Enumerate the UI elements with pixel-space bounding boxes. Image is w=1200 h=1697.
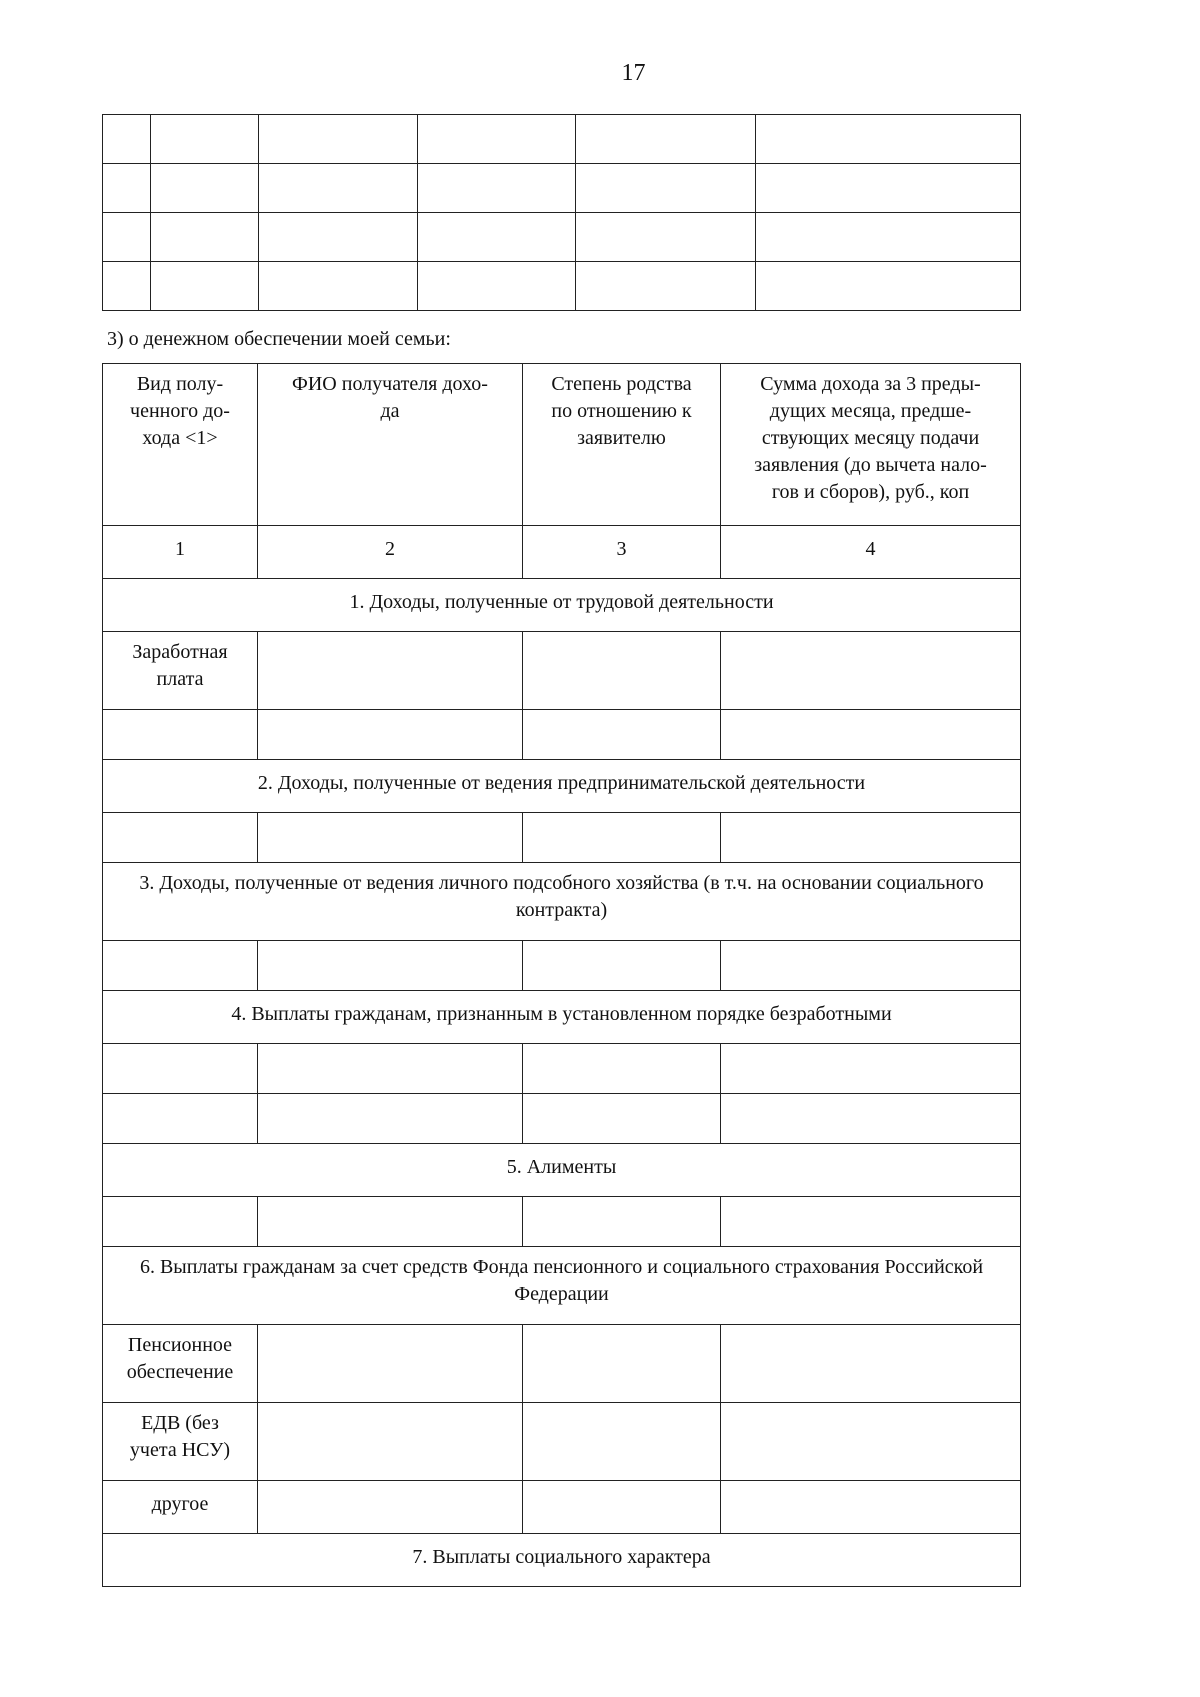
table-cell[interactable]: [151, 115, 259, 164]
table-cell[interactable]: [721, 1481, 1021, 1534]
table-row: [103, 262, 1021, 311]
table-cell[interactable]: [258, 1197, 523, 1247]
table-row: [103, 710, 1021, 760]
table-cell[interactable]: [523, 710, 721, 760]
table-row: [103, 1197, 1021, 1247]
table-cell[interactable]: [721, 941, 1021, 991]
table-cell[interactable]: [756, 164, 1021, 213]
table-cell[interactable]: [151, 164, 259, 213]
table-cell[interactable]: [103, 262, 151, 311]
table-row: [103, 1044, 1021, 1094]
table-cell[interactable]: [523, 1094, 721, 1144]
table-cell[interactable]: [523, 1044, 721, 1094]
table-cell[interactable]: [523, 941, 721, 991]
family-income-table: [102, 363, 1021, 1587]
table-cell[interactable]: [103, 941, 258, 991]
table-cell[interactable]: [721, 1325, 1021, 1403]
table-cell[interactable]: [523, 1481, 721, 1534]
table-cell[interactable]: [523, 1197, 721, 1247]
section-heading-alimony: 5. Алименты: [103, 1144, 1021, 1197]
table-cell[interactable]: [258, 1094, 523, 1144]
table-cell[interactable]: [721, 632, 1021, 710]
table-cell[interactable]: [523, 1325, 721, 1403]
table-cell[interactable]: [418, 262, 576, 311]
table-cell[interactable]: [721, 813, 1021, 863]
section-heading-household-income: 3. Доходы, полученные от ведения личного подсобного хозяйства (в т.ч. на основании социального контракта): [103, 863, 1021, 941]
table-row: [103, 1403, 1021, 1481]
table-row: [103, 632, 1021, 710]
table-cell[interactable]: [259, 262, 418, 311]
column-number-row: [103, 526, 1021, 579]
section-heading-pension-fund-payments: 6. Выплаты гражданам за счет средств Фонда пенсионного и социального страхования Российской Федерации: [103, 1247, 1021, 1325]
table-cell[interactable]: [103, 213, 151, 262]
table-row: [103, 164, 1021, 213]
table-cell[interactable]: [756, 262, 1021, 311]
table-cell[interactable]: [721, 1094, 1021, 1144]
table-cell[interactable]: [576, 213, 756, 262]
table-cell[interactable]: [151, 213, 259, 262]
row-label-other: другое: [103, 1481, 258, 1534]
table-cell[interactable]: [258, 813, 523, 863]
table-cell[interactable]: [576, 115, 756, 164]
table-cell[interactable]: [151, 262, 259, 311]
section-row: [103, 863, 1021, 941]
table-cell[interactable]: [258, 632, 523, 710]
table-cell[interactable]: [418, 213, 576, 262]
table-cell[interactable]: [418, 115, 576, 164]
table-cell[interactable]: [418, 164, 576, 213]
section-heading-labor-income: 1. Доходы, полученные от трудовой деятельности: [103, 579, 1021, 632]
table-cell[interactable]: [259, 115, 418, 164]
section-heading-unemployment-payments: 4. Выплаты гражданам, признанным в установленном порядке безработными: [103, 991, 1021, 1044]
table-cell[interactable]: [103, 115, 151, 164]
column-number: 4: [721, 526, 1021, 579]
row-label-salary: Заработная плата: [103, 632, 258, 710]
table-cell[interactable]: [103, 1044, 258, 1094]
table-cell[interactable]: [258, 941, 523, 991]
table-cell[interactable]: [258, 710, 523, 760]
header-recipient-name: ФИО получателя дохо- да: [258, 364, 523, 526]
section-row: [103, 579, 1021, 632]
table-cell[interactable]: [576, 164, 756, 213]
table-cell[interactable]: [103, 164, 151, 213]
table-cell[interactable]: [576, 262, 756, 311]
table-cell[interactable]: [259, 213, 418, 262]
table-row: [103, 941, 1021, 991]
section-heading-business-income: 2. Доходы, полученные от ведения предпринимательской деятельности: [103, 760, 1021, 813]
header-relationship: Степень родства по отношению к заявителю: [523, 364, 721, 526]
column-number: 3: [523, 526, 721, 579]
table-cell[interactable]: [103, 1094, 258, 1144]
table-row: [103, 115, 1021, 164]
table-cell[interactable]: [103, 710, 258, 760]
table-cell[interactable]: [721, 710, 1021, 760]
table-cell[interactable]: [258, 1044, 523, 1094]
table-cell[interactable]: [756, 115, 1021, 164]
section-heading-social-payments: 7. Выплаты социального характера: [103, 1534, 1021, 1587]
table-cell[interactable]: [756, 213, 1021, 262]
row-label-edv: ЕДВ (без учета НСУ): [103, 1403, 258, 1481]
table-cell[interactable]: [259, 164, 418, 213]
table-row: [103, 813, 1021, 863]
section-row: [103, 991, 1021, 1044]
column-number: 2: [258, 526, 523, 579]
header-income-type: Вид полу- ченного до- хода <1>: [103, 364, 258, 526]
table-cell[interactable]: [103, 1197, 258, 1247]
table-row: [103, 213, 1021, 262]
section-row: [103, 1247, 1021, 1325]
table-cell[interactable]: [721, 1403, 1021, 1481]
header-row: [103, 364, 1021, 526]
table-row: [103, 1325, 1021, 1403]
table-cell[interactable]: [103, 813, 258, 863]
section-row: [103, 1534, 1021, 1587]
continued-table: [102, 114, 1021, 311]
table-cell[interactable]: [721, 1197, 1021, 1247]
row-label-pension: Пенсионное обеспечение: [103, 1325, 258, 1403]
table-cell[interactable]: [258, 1403, 523, 1481]
page-number: 17: [621, 60, 646, 86]
table-cell[interactable]: [721, 1044, 1021, 1094]
section-row: [103, 760, 1021, 813]
table-cell[interactable]: [523, 632, 721, 710]
table-row: [103, 1094, 1021, 1144]
column-number: 1: [103, 526, 258, 579]
header-income-amount: Сумма дохода за 3 преды- дущих месяца, предше- ствующих месяцу подачи заявления (до вычета нало- гов и сборов), руб., коп: [721, 364, 1021, 526]
table-row: [103, 1481, 1021, 1534]
section-intro: 3) о денежном обеспечении моей семьи:: [107, 328, 451, 350]
table-cell[interactable]: [523, 1403, 721, 1481]
table-cell[interactable]: [523, 813, 721, 863]
table-cell[interactable]: [258, 1325, 523, 1403]
section-row: [103, 1144, 1021, 1197]
table-cell[interactable]: [258, 1481, 523, 1534]
